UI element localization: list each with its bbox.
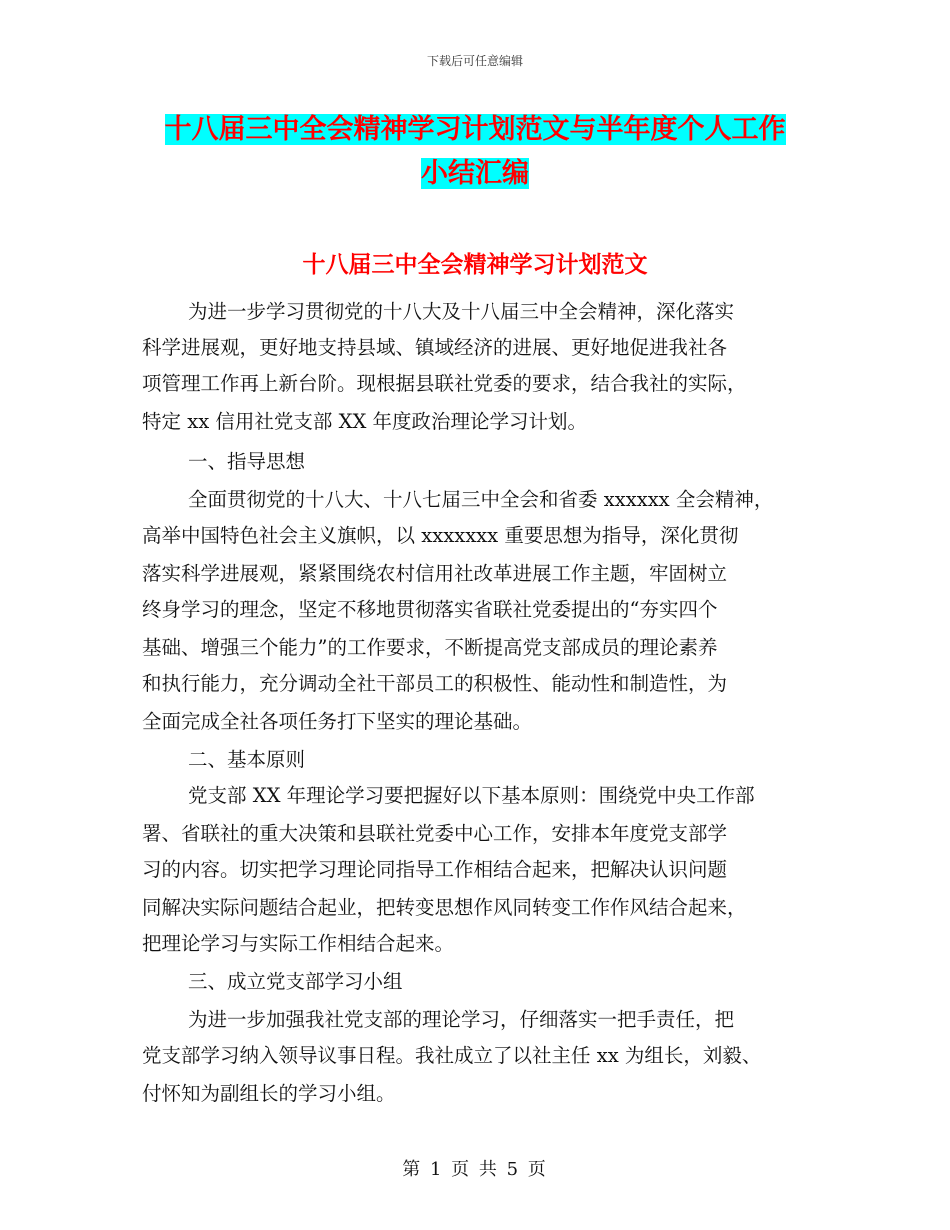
paragraph-line: 全面完成全社各项任务打下坚实的理论基础。 bbox=[142, 710, 533, 733]
paragraph-line: 付怀知为副组长的学习小组。 bbox=[142, 1082, 396, 1105]
paragraph-line: 和执行能力，充分调动全社干部员工的积极性、能动性和制造性，为 bbox=[142, 672, 728, 695]
heading-study-group: 三、成立党支部学习小组 bbox=[188, 970, 403, 993]
paragraph-line: 署、省联社的重大决策和县联社党委中心工作，安排本年度党支部学 bbox=[142, 822, 728, 845]
page-footer: 第 1 页 共 5 页 bbox=[402, 1159, 548, 1180]
paragraph-line: 党支部学习纳入领导议事日程。我社成立了以社主任 xx 为组长，刘毅、 bbox=[142, 1044, 762, 1067]
paragraph-line: 同解决实际问题结合起业，把转变思想作风同转变工作作风结合起来， bbox=[142, 896, 747, 919]
header-note: 下载后可任意编辑 bbox=[426, 54, 523, 68]
paragraph-line: 把理论学习与实际工作相结合起来。 bbox=[142, 932, 455, 955]
paragraph-line: 全面贯彻党的十八大、十八七届三中全会和省委 xxxxxx 全会精神， bbox=[188, 488, 774, 511]
document-title-line-1: 十八届三中全会精神学习计划范文与半年度个人工作 bbox=[164, 114, 786, 145]
paragraph-line: 高举中国特色社会主义旗帜，以 xxxxxxx 重要思想为指导，深化贯彻 bbox=[142, 524, 739, 547]
document-title-line-2: 小结汇编 bbox=[421, 158, 529, 189]
paragraph-line: 为进一步学习贯彻党的十八大及十八届三中全会精神，深化落实 bbox=[188, 300, 735, 323]
paragraph-line: 落实科学进展观，紧紧围绕农村信用社改革进展工作主题，牢固树立 bbox=[142, 562, 728, 585]
paragraph-line: 基础、增强三个能力”的工作要求，不断提高党支部成员的理论素养 bbox=[142, 636, 718, 659]
paragraph-line: 终身学习的理念，坚定不移地贯彻落实省联社党委提出的“夯实四个 bbox=[142, 598, 718, 621]
paragraph-line: 为进一步加强我社党支部的理论学习，仔细落实一把手责任，把 bbox=[188, 1008, 735, 1031]
paragraph-line: 特定 xx 信用社党支部 XX 年度政治理论学习计划。 bbox=[142, 410, 588, 433]
heading-guiding-thought: 一、指导思想 bbox=[188, 450, 306, 473]
paragraph-line: 科学进展观，更好地支持县域、镇域经济的进展、更好地促进我社各 bbox=[142, 336, 728, 359]
heading-basic-principles: 二、基本原则 bbox=[188, 748, 306, 771]
paragraph-line: 习的内容。切实把学习理论同指导工作相结合起来，把解决认识问题 bbox=[142, 858, 728, 881]
paragraph-line: 党支部 XX 年理论学习要把握好以下基本原则：围绕党中央工作部 bbox=[188, 784, 755, 807]
paragraph-line: 项管理工作再上新台阶。现根据县联社党委的要求，结合我社的实际， bbox=[142, 372, 747, 395]
section-title: 十八届三中全会精神学习计划范文 bbox=[302, 252, 648, 278]
